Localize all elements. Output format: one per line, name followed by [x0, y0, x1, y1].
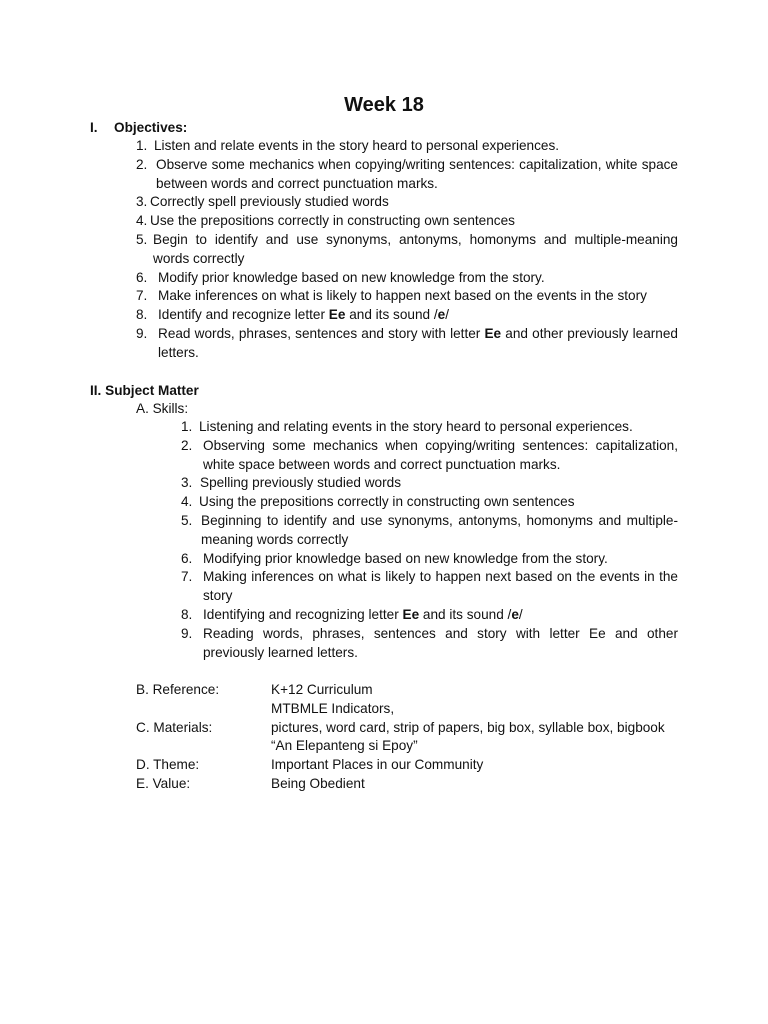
subject-details — [136, 681, 696, 794]
item-text — [181, 418, 678, 437]
skills-list — [181, 418, 678, 662]
skill-item — [181, 474, 678, 493]
item-number: 6. — [136, 269, 148, 285]
objective-item — [136, 287, 678, 306]
item-text — [181, 493, 678, 512]
objectives-heading — [90, 119, 187, 138]
item-number: 1. — [181, 419, 193, 434]
detail-value: pictures, word card, strip of papers, big box, syllable box, bigbook — [271, 719, 665, 735]
objective-item — [136, 325, 678, 363]
item-number: 7. — [181, 569, 193, 585]
item-text — [181, 550, 678, 569]
text-run: and other previously learned letters. — [158, 325, 678, 360]
text-run: Making inferences on what is likely to happen next based on the events in the story — [203, 569, 678, 604]
detail-value: Being Obedient — [271, 775, 365, 791]
detail-value: Important Places in our Community — [271, 757, 484, 773]
item-text — [181, 437, 678, 475]
item-text — [181, 568, 678, 606]
text-run: and its sound / — [419, 606, 512, 622]
text-run: Reading words, phrases, sentences and story with letter Ee and other previously learned letters. — [203, 625, 678, 660]
item-text — [136, 193, 678, 212]
item-number: 6. — [181, 550, 193, 566]
detail-label: D. Theme: — [136, 757, 200, 773]
detail-value: MTBMLE Indicators, — [271, 700, 395, 716]
item-number: 2. — [136, 156, 148, 172]
detail-label: B. Reference: — [136, 682, 220, 697]
item-text — [136, 231, 678, 269]
text-run: Use the prepositions correctly in constructing own sentences — [150, 213, 515, 229]
item-text — [136, 269, 678, 288]
section-number: II. — [90, 383, 102, 398]
item-text — [136, 306, 678, 325]
item-text — [136, 137, 678, 156]
skill-item — [181, 437, 678, 475]
item-number: 4. — [181, 494, 193, 510]
objective-item — [136, 137, 678, 156]
item-number: 2. — [181, 437, 193, 453]
text-run: / — [445, 307, 449, 323]
objective-item — [136, 269, 678, 288]
text-run: Correctly spell previously studied words — [150, 194, 389, 210]
detail-label: C. Materials: — [136, 719, 213, 735]
skill-item — [181, 550, 678, 569]
item-text — [136, 287, 678, 306]
item-number: 9. — [136, 325, 148, 341]
item-number: 5. — [136, 231, 148, 247]
page-title: Week 18 — [344, 94, 424, 116]
text-run: Using the prepositions correctly in constructing own sentences — [199, 494, 575, 510]
detail-value: K+12 Curriculum — [271, 682, 373, 697]
item-number: 5. — [181, 512, 193, 528]
detail-row — [136, 756, 696, 775]
detail-value: “An Elepanteng si Epoy” — [271, 738, 418, 754]
skill-item — [181, 606, 678, 625]
item-text — [181, 606, 678, 625]
text-run: Spelling previously studied words — [200, 475, 401, 491]
text-run: Listen and relate events in the story heard to personal experiences. — [154, 138, 560, 153]
objective-item — [136, 193, 678, 212]
skill-item — [181, 625, 678, 663]
item-number: 8. — [181, 606, 193, 622]
bold-letter: e — [437, 307, 446, 323]
item-number: 3. — [136, 194, 148, 210]
objective-item — [136, 212, 678, 231]
section-title: Objectives: — [114, 120, 188, 135]
item-number: 7. — [136, 288, 148, 304]
skill-item — [181, 568, 678, 606]
text-run: Read words, phrases, sentences and story with letter — [158, 325, 485, 341]
detail-row — [136, 775, 696, 794]
detail-label: E. Value: — [136, 775, 191, 791]
bold-letter: Ee — [484, 325, 502, 341]
objective-item — [136, 231, 678, 269]
item-number: 1. — [136, 138, 148, 153]
bold-letter: e — [511, 606, 519, 622]
item-text — [136, 212, 678, 231]
text-run: Modifying prior knowledge based on new knowledge from the story. — [203, 550, 608, 566]
detail-row — [136, 681, 696, 700]
subject-matter-heading — [90, 382, 199, 401]
item-number: 4. — [136, 213, 148, 229]
item-text — [181, 512, 678, 550]
text-run: Beginning to identify and use synonyms, antonyms, homonyms and multiple-meaning words correctly — [201, 512, 678, 547]
detail-row — [136, 700, 696, 719]
item-text — [136, 156, 678, 194]
objective-item — [136, 156, 678, 194]
text-run: Listening and relating events in the story heard to personal experiences. — [199, 419, 633, 434]
objective-item — [136, 306, 678, 325]
skill-item — [181, 493, 678, 512]
item-text — [181, 474, 678, 493]
item-text — [181, 625, 678, 663]
detail-row — [136, 737, 696, 756]
bold-letter: Ee — [402, 606, 420, 622]
item-number: 9. — [181, 625, 193, 641]
item-number: 8. — [136, 307, 148, 323]
text-run: Make inferences on what is likely to happen next based on the events in the story — [158, 288, 647, 304]
text-run: Begin to identify and use synonyms, antonyms, homonyms and multiple-meaning words correctly — [153, 231, 678, 266]
skills-label: A. Skills: — [136, 401, 189, 416]
objectives-list — [136, 137, 678, 363]
skill-item — [181, 512, 678, 550]
text-run: Observing some mechanics when copying/writing sentences: capitalization, white space between words and correct punctuation marks. — [203, 437, 678, 472]
item-number: 3. — [181, 475, 193, 491]
detail-row — [136, 719, 696, 738]
text-run: Identify and recognize letter — [158, 307, 329, 323]
item-text — [136, 325, 678, 363]
skill-item — [181, 418, 678, 437]
section-title: Subject Matter — [105, 383, 199, 398]
text-run: Modify prior knowledge based on new knowledge from the story. — [158, 269, 545, 285]
text-run: / — [518, 606, 523, 622]
section-number: I. — [90, 120, 98, 135]
text-run: Observe some mechanics when copying/writing sentences: capitalization, white space between words and correct punctuation marks. — [156, 156, 678, 191]
text-run: Identifying and recognizing letter — [203, 606, 403, 622]
text-run: and its sound / — [345, 307, 438, 323]
bold-letter: Ee — [328, 307, 346, 323]
